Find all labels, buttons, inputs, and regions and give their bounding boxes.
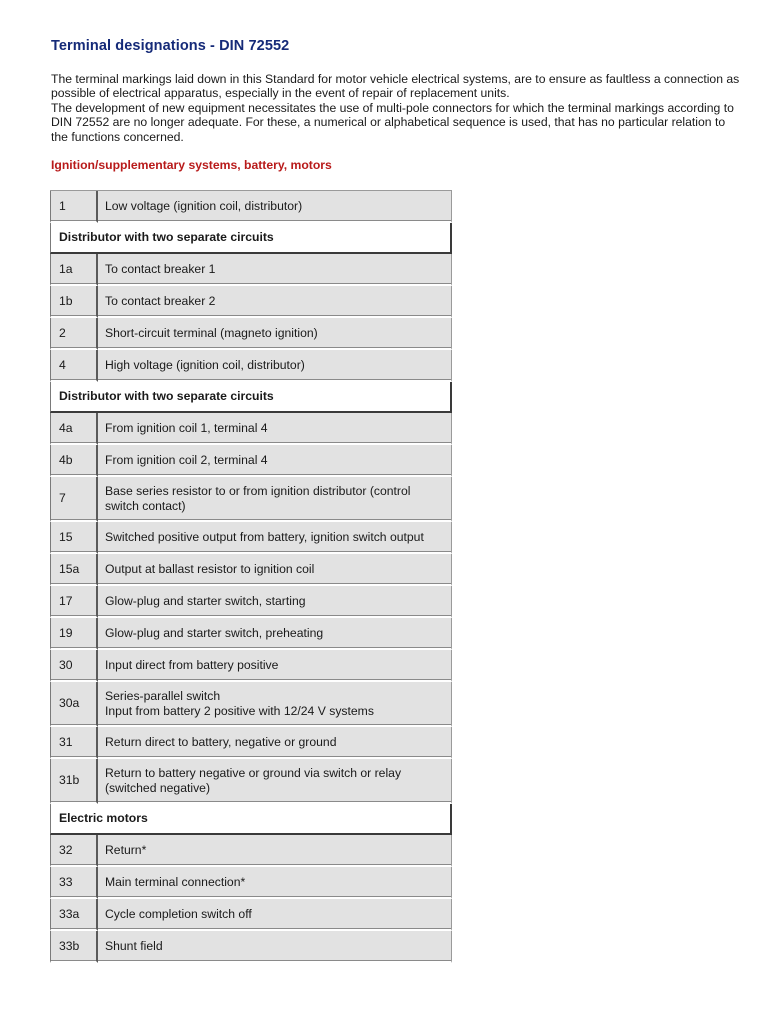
terminal-code: 4a [50, 413, 98, 445]
group-header-label: Electric motors [50, 804, 452, 835]
terminal-code: 1 [50, 191, 98, 223]
terminal-description: Cycle completion switch off [98, 899, 452, 931]
terminal-description: Input direct from battery positive [98, 650, 452, 682]
terminal-description: To contact breaker 2 [98, 286, 452, 318]
table-row [50, 350, 452, 382]
table-row [50, 286, 452, 318]
intro-paragraph-2: The development of new equipment necessitates the use of multi-pole connectors for which the terminal markings according to DIN 72552 are no longer adequate. For these, a numerical or alphabetical sequence is used, that has no particular relation to the functions concerned. [51, 100, 734, 144]
terminal-code: 32 [50, 835, 98, 867]
table-row [50, 759, 452, 804]
terminal-table-body [50, 191, 452, 963]
terminal-description: High voltage (ignition coil, distributor) [98, 350, 452, 382]
terminal-description: From ignition coil 2, terminal 4 [98, 445, 452, 477]
table-row [50, 413, 452, 445]
table-row [50, 445, 452, 477]
terminal-description-line: Series-parallel switch [105, 689, 221, 704]
table-row [50, 522, 452, 554]
group-header-label: Distributor with two separate circuits [50, 382, 452, 413]
terminal-description: From ignition coil 1, terminal 4 [98, 413, 452, 445]
terminal-description: Low voltage (ignition coil, distributor) [98, 191, 452, 223]
table-row [50, 191, 452, 223]
intro-paragraph-1: The terminal markings laid down in this Standard for motor vehicle electrical systems, are to ensure as faultless a connection as possible of electrical apparatus, especially in the event of repair of replacement units. [51, 72, 740, 101]
terminal-code: 31 [50, 727, 98, 759]
terminal-description: Output at ballast resistor to ignition coil [98, 554, 452, 586]
terminal-code: 31b [50, 759, 98, 804]
terminal-description: Main terminal connection* [98, 867, 452, 899]
table-row [50, 618, 452, 650]
terminal-code: 2 [50, 318, 98, 350]
terminal-description: Return to battery negative or ground via switch or relay (switched negative) [98, 759, 452, 804]
terminal-code: 19 [50, 618, 98, 650]
group-header-row [50, 382, 452, 413]
terminal-code: 1b [50, 286, 98, 318]
terminal-code: 30 [50, 650, 98, 682]
table-row [50, 477, 452, 522]
terminal-table [50, 190, 452, 963]
table-row [50, 586, 452, 618]
table-row [50, 931, 452, 963]
terminal-code: 33a [50, 899, 98, 931]
table-row [50, 682, 452, 727]
terminal-description: Short-circuit terminal (magneto ignition) [98, 318, 452, 350]
table-row [50, 318, 452, 350]
terminal-code: 17 [50, 586, 98, 618]
terminal-description: Switched positive output from battery, ignition switch output [98, 522, 452, 554]
terminal-code: 4b [50, 445, 98, 477]
terminal-description: Glow-plug and starter switch, preheating [98, 618, 452, 650]
section-heading: Ignition/supplementary systems, battery, motors [51, 158, 332, 172]
table-row [50, 554, 452, 586]
table-row [50, 867, 452, 899]
group-header-row [50, 804, 452, 835]
terminal-code: 33b [50, 931, 98, 963]
terminal-description: Base series resistor to or from ignition distributor (control switch contact) [98, 477, 452, 522]
table-row [50, 727, 452, 759]
table-row [50, 899, 452, 931]
terminal-code: 1a [50, 254, 98, 286]
terminal-code: 15a [50, 554, 98, 586]
terminal-description: To contact breaker 1 [98, 254, 452, 286]
terminal-description: Shunt field [98, 931, 452, 963]
terminal-description [98, 682, 452, 727]
terminal-description: Return* [98, 835, 452, 867]
group-header-row [50, 223, 452, 254]
table-row [50, 835, 452, 867]
group-header-label: Distributor with two separate circuits [50, 223, 452, 254]
terminal-description: Return direct to battery, negative or ground [98, 727, 452, 759]
intro-text [51, 72, 741, 144]
terminal-code: 33 [50, 867, 98, 899]
table-row [50, 254, 452, 286]
terminal-description-line: Input from battery 2 positive with 12/24 V systems [105, 703, 374, 718]
terminal-code: 30a [50, 682, 98, 727]
table-row [50, 650, 452, 682]
terminal-description: Glow-plug and starter switch, starting [98, 586, 452, 618]
terminal-code: 7 [50, 477, 98, 522]
terminal-code: 15 [50, 522, 98, 554]
page-title: Terminal designations - DIN 72552 [51, 38, 290, 54]
terminal-code: 4 [50, 350, 98, 382]
